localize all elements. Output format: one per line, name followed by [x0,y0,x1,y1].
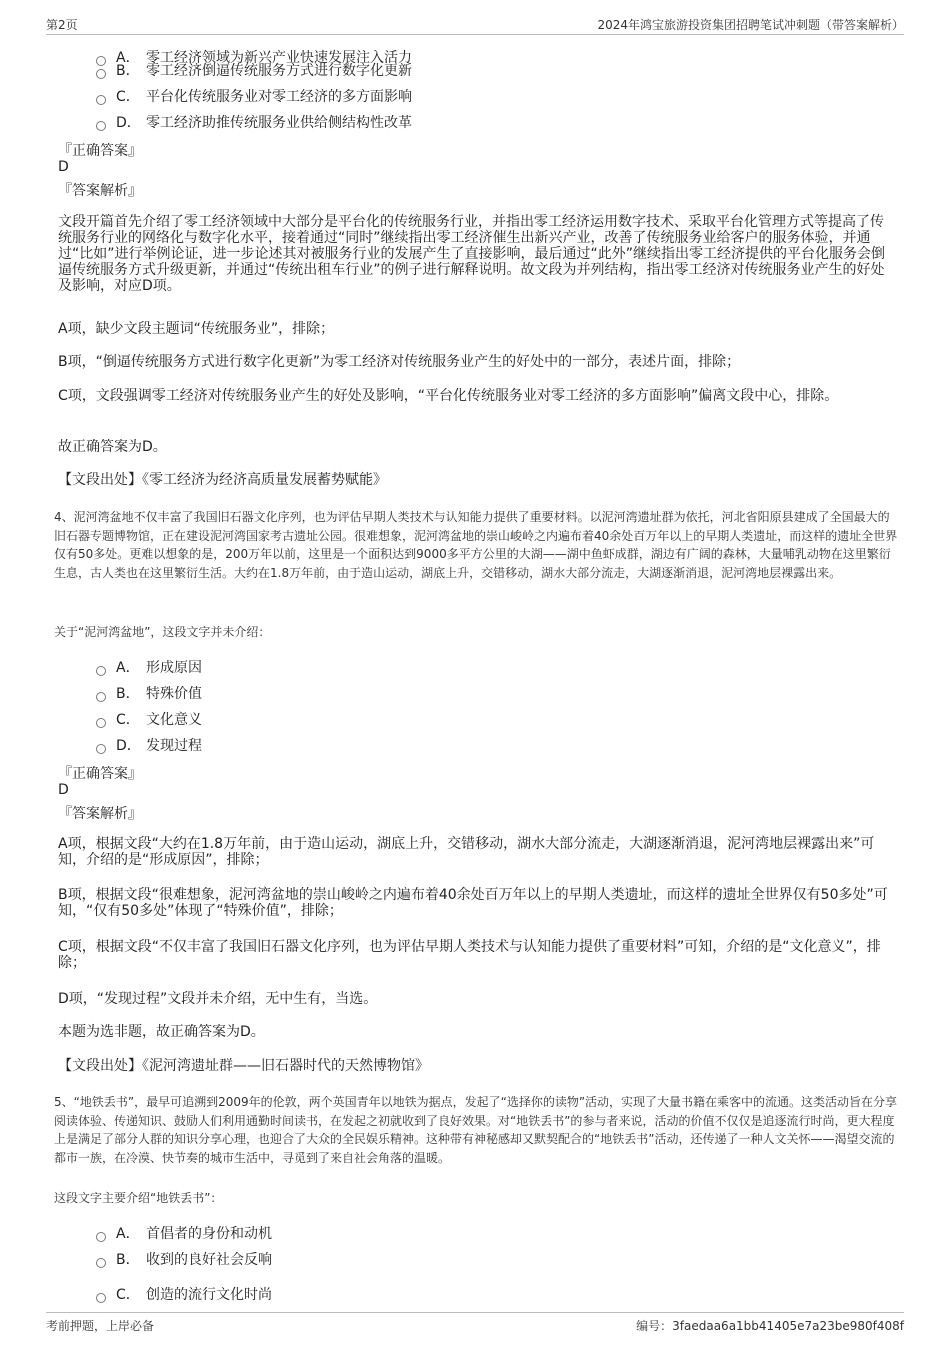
document-title: 2024年鸿宝旅游投资集团招聘笔试冲刺题（带答案解析） [597,18,904,32]
page-footer [46,1312,904,1335]
radio-icon[interactable] [96,121,106,131]
q3-analysis-c: C项，文段强调零工经济对传统服务业产生的好处及影响，“平台化传统服务业对零工经济的多方面影响”偏离文段中心，排除。 [58,388,839,404]
q3-option-a[interactable]: A． 零工经济领域为新兴产业快速发展注入活力 [96,47,412,67]
q5-option-b[interactable]: B． 收到的良好社会反响 [96,1249,272,1269]
q4-analysis-label: 『答案解析』 [58,806,142,822]
q4-source: 【文段出处】《泥河湾遗址群——旧石器时代的天然博物馆》 [58,1058,429,1074]
q4-answer: D [58,782,69,798]
q4-analysis-conclusion: 本题为选非题，故正确答案为D。 [58,1024,265,1040]
q3-answer: D [58,159,69,175]
q4-analysis-a: A项，根据文段“大约在1.8万年前，由于造山运动，湖底上升，交错移动，湖水大部分流走，大湖逐渐消退，泥河湾地层裸露出来”可知，介绍的是“形成原因”，排除； [58,836,875,868]
q5-option-c[interactable]: C． 创造的流行文化时尚 [96,1284,272,1304]
q5-stem: 5、“地铁丢书”，最早可追溯到2009年的伦敦，两个英国青年以地铁为据点，发起了“选择你的读物”活动，实现了大量书籍在乘客中的流通。这类活动旨在分享阅读体验、传递知识、鼓励人们利用通勤时间读书，在发起之初就收到了良好效果。对“地铁丢书”的参与者来说，活动的价值不仅仅是追逐流行时尚，更大程度上是满足了部分人群的知识分享心理，也迎合了大众的全民娱乐精神。这种带有神秘感却又默契配合的“地铁丢书”活动，还传递了一种人文关怀——渴望交流的都市一族，在冷漠、快节奏的城市生活中，寻觅到了来自社会角落的温暖。 [54,1095,898,1165]
q3-analysis-main: 文段开篇首先介绍了零工经济领域中大部分是平台化的传统服务行业，并指出零工经济运用数字技术、采取平台化管理方式等提高了传统服务行业的网络化与数字化水平，接着通过“同时”继续指出零工经济催生出新兴产业，改善了传统服务业给客户的服务体验，并通过“比如”进行举例论证，进一步论述其对被服务行业的发展产生了直接影响，最后通过“此外”继续指出零工经济提供的平台化服务会倒逼传统服务方式升级更新，并通过“传统出租车行业”的例子进行解释说明。故文段为并列结构，指出零工经济对传统服务业产生的好处及影响，对应D项。 [58,214,886,294]
radio-icon[interactable] [96,1293,106,1303]
radio-icon[interactable] [96,666,106,676]
q3-analysis-b: B项，“倒逼传统服务方式进行数字化更新”为零工经济对传统服务业产生的好处中的一部分，表述片面，排除； [58,354,741,370]
q3-answer-label: 『正确答案』 [58,143,142,159]
radio-icon[interactable] [96,718,106,728]
q3-analysis-label: 『答案解析』 [58,183,142,199]
radio-icon[interactable] [96,69,106,79]
q4-option-d[interactable]: D． 发现过程 [96,735,202,755]
q3-option-b[interactable]: B． 零工经济倒逼传统服务方式进行数字化更新 [96,60,412,80]
q4-analysis-d: D项，“发现过程”文段并未介绍，无中生有，当选。 [58,991,378,1007]
q4-option-a[interactable]: A． 形成原因 [96,657,202,677]
radio-icon[interactable] [96,95,106,105]
radio-icon[interactable] [96,1258,106,1268]
q3-analysis-a: A项，缺少文段主题词“传统服务业”，排除； [58,321,335,337]
q3-analysis-conclusion: 故正确答案为D。 [58,439,167,455]
q4-stem: 4、泥河湾盆地不仅丰富了我国旧石器文化序列，也为评估早期人类技术与认知能力提供了重要材料。以泥河湾遗址群为依托，河北省阳原县建成了全国最大的旧石器专题博物馆，正在建设泥河湾国家考古遗址公园。很难想象，泥河湾盆地的崇山峻岭之内遍布着40余处百万年以上的早期人类遗址，而这样的遗址全世界仅有50多处。更难以想象的是，200万年以前，这里是一个面积达到9000多平方公里的大湖——湖中鱼虾成群，湖边有广阔的森林，大量哺乳动物在这里繁衍生息，古人类也在这里繁衍生活。大约在1.8万年前，由于造山运动，湖底上升，交错移动，湖水大部分流走，大湖逐渐消退，泥河湾地层裸露出来。 [54,510,898,580]
q4-analysis-c: C项，根据文段“不仅丰富了我国旧石器文化序列，也为评估早期人类技术与认知能力提供了重要材料”可知，介绍的是“文化意义”，排除； [58,939,881,971]
q5-option-a[interactable]: A． 首倡者的身份和动机 [96,1223,272,1243]
radio-icon[interactable] [96,744,106,754]
page-number: 第2页 [46,18,78,32]
q4-analysis-b: B项，根据文段“很难想象，泥河湾盆地的崇山峻岭之内遍布着40余处百万年以上的早期人类遗址，而这样的遗址全世界仅有50多处”可知，“仅有50多处”体现了“特殊价值”，排除； [58,887,888,919]
radio-icon[interactable] [96,692,106,702]
q4-answer-label: 『正确答案』 [58,766,142,782]
document-code: 编号：3faedaa6a1bb41405e7a23be980f408f [636,1319,904,1333]
q4-option-b[interactable]: B． 特殊价值 [96,683,202,703]
q5-question: 这段文字主要介绍“地铁丢书”： [54,1191,223,1205]
q4-question: 关于“泥河湾盆地”，这段文字并未介绍： [54,625,271,639]
q4-option-c[interactable]: C． 文化意义 [96,709,202,729]
q3-source: 【文段出处】《零工经济为经济高质量发展蓄势赋能》 [58,472,387,488]
radio-icon[interactable] [96,1232,106,1242]
q3-option-c[interactable]: C． 平台化传统服务业对零工经济的多方面影响 [96,86,412,106]
q3-option-d[interactable]: D． 零工经济助推传统服务业供给侧结构性改革 [96,112,412,132]
footer-slogan: 考前押题，上岸必备 [46,1319,155,1333]
page-header [46,14,904,35]
